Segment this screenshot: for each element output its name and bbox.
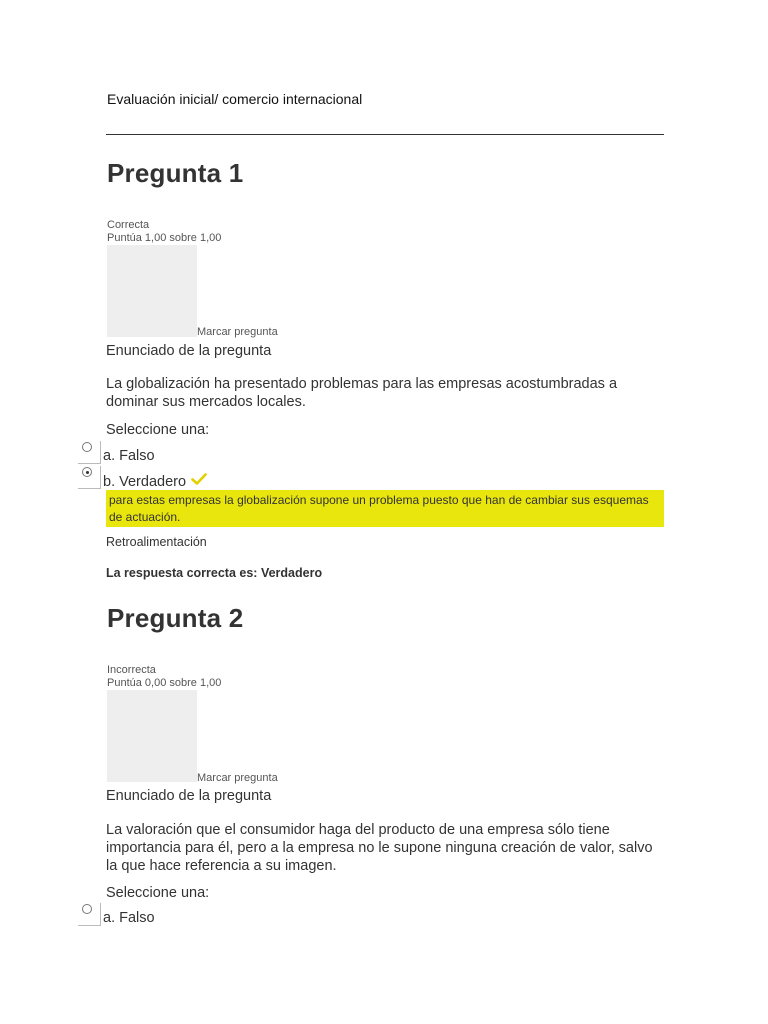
- question-1-option-b-radio[interactable]: [78, 466, 101, 489]
- header-divider: [106, 134, 664, 135]
- question-1-option-a-radio[interactable]: [78, 441, 101, 464]
- question-2-flag-icon[interactable]: [107, 690, 197, 782]
- question-2-flag-label[interactable]: Marcar pregunta: [197, 772, 278, 784]
- question-1-option-b-label: b. Verdadero: [103, 474, 187, 490]
- question-1-option-b[interactable]: [103, 473, 207, 490]
- question-1-feedback-heading: Retroalimentación: [106, 535, 207, 549]
- question-1-option-a-label[interactable]: a. Falso: [103, 448, 155, 464]
- question-2-option-a-label[interactable]: a. Falso: [103, 910, 155, 926]
- question-1-specific-feedback: para estas empresas la globalización supone un problema puesto que han de cambiar sus esquemas de actuación.: [106, 490, 664, 527]
- question-1-prompt: Seleccione una:: [106, 422, 210, 438]
- question-1-state: Correcta: [107, 219, 150, 231]
- breadcrumb[interactable]: Evaluación inicial/ comercio internacional: [107, 91, 363, 107]
- question-2-text: La valoración que el consumidor haga del producto de una empresa sólo tiene importancia para él, pero a la empresa no le supone ninguna creación de valor, salvo la que hace referencia a su imagen.: [106, 822, 653, 874]
- question-2-prompt: Seleccione una:: [106, 885, 210, 901]
- radio-selected-icon: [82, 467, 92, 477]
- question-1-right-answer: La respuesta correcta es: Verdadero: [106, 566, 323, 580]
- question-1-flag-label[interactable]: Marcar pregunta: [197, 326, 278, 338]
- question-1-heading: Enunciado de la pregunta: [106, 343, 272, 359]
- question-2-state: Incorrecta: [107, 664, 156, 676]
- radio-unselected-icon: [82, 442, 92, 452]
- question-2-option-a-radio[interactable]: [78, 903, 101, 926]
- question-1-title: Pregunta 1: [107, 158, 244, 188]
- radio-unselected-icon: [82, 904, 92, 914]
- question-1-flag-icon[interactable]: [107, 245, 197, 337]
- question-1-text: La globalización ha presentado problemas para las empresas acostumbradas a dominar sus mercados locales.: [106, 376, 618, 410]
- question-1-grade: Puntúa 1,00 sobre 1,00: [107, 232, 222, 244]
- question-2-title: Pregunta 2: [107, 603, 244, 633]
- check-icon: [191, 473, 207, 485]
- question-2-heading: Enunciado de la pregunta: [106, 788, 272, 804]
- question-2-grade: Puntúa 0,00 sobre 1,00: [107, 677, 222, 689]
